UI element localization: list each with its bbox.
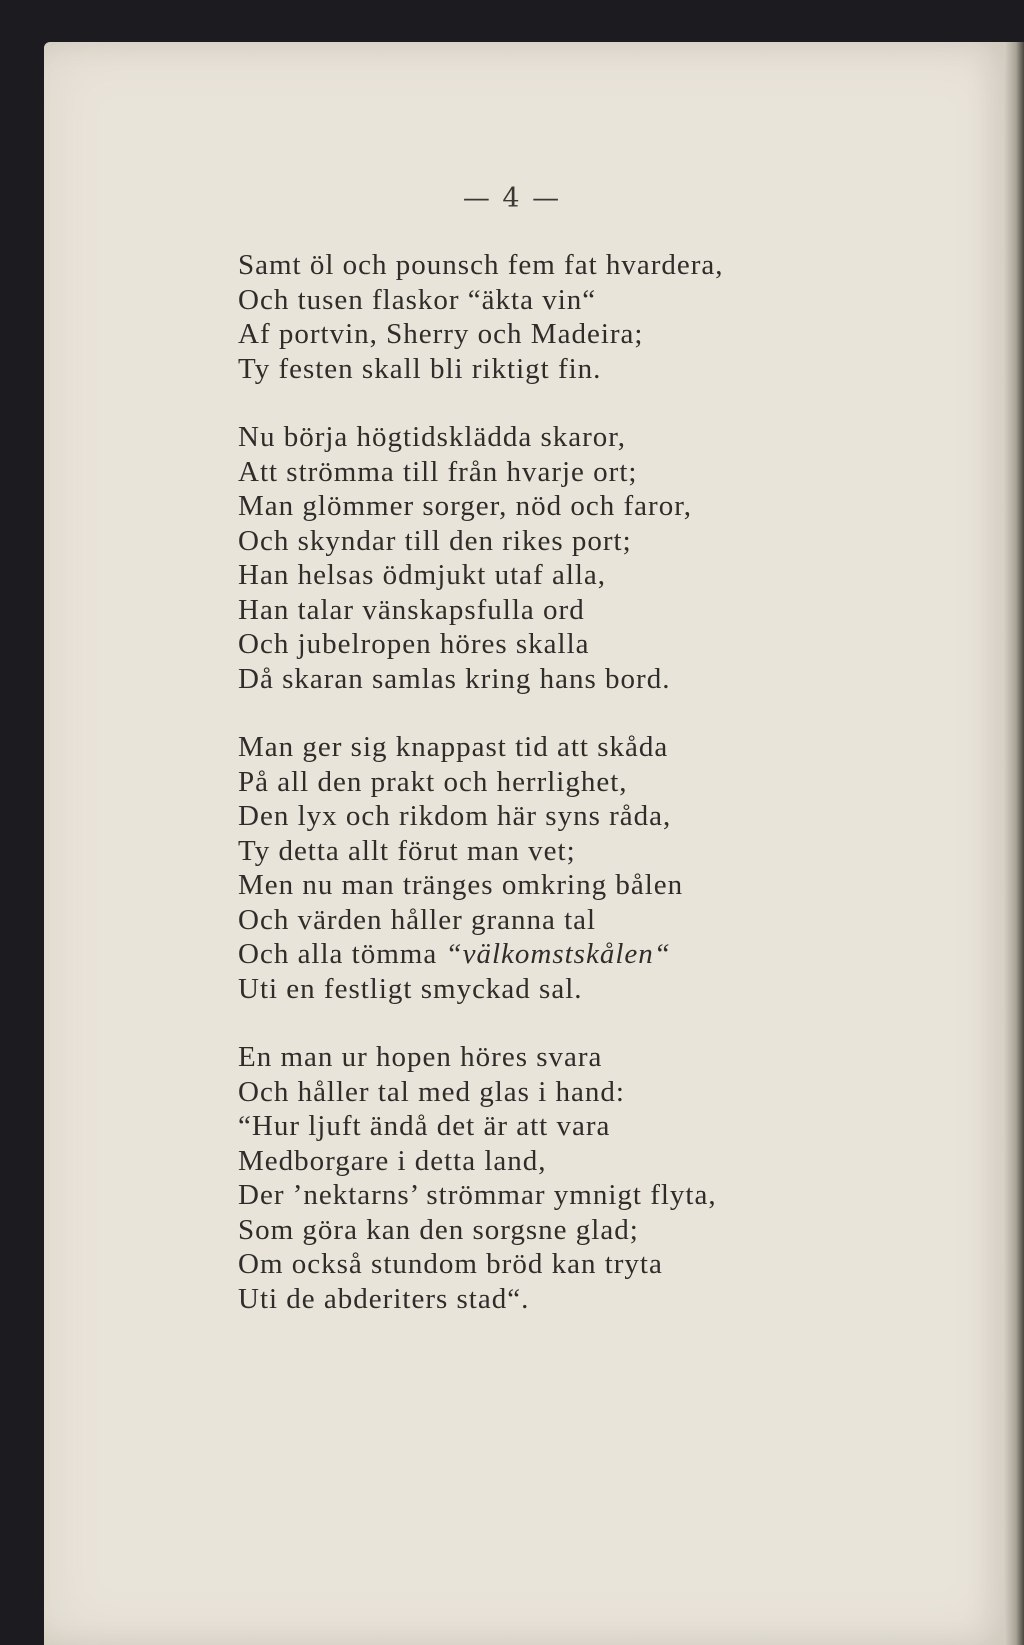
verse-line: Uti de abderiters stad“.	[238, 1282, 530, 1315]
verse-line: Man ger sig knappast tid att skåda	[238, 731, 669, 763]
verse-line-with-italic	[238, 937, 978, 972]
verse-line: En man ur hopen höres svara	[238, 1041, 603, 1073]
italic-word: “välkomstskålen“	[445, 938, 671, 970]
verse-line: Då skaran samlas kring hans bord.	[238, 662, 671, 695]
verse-line: Samt öl och pounsch fem fat hvardera,	[238, 249, 724, 281]
verse-line: Och tusen flaskor “äkta vin“	[238, 283, 597, 316]
stanza-2	[238, 420, 978, 696]
verse-line: Att strömma till från hvarje ort;	[238, 455, 638, 488]
verse-line: Om också stundom bröd kan tryta	[238, 1248, 663, 1280]
verse-line: Ty festen skall bli riktigt fin.	[238, 352, 602, 385]
verse-line: Och värden håller granna tal	[238, 903, 597, 936]
verse-line: Och skyndar till den rikes port;	[238, 524, 632, 557]
verse-text: Och alla tömma	[238, 938, 446, 970]
verse-line: Han talar vänskapsfulla ord	[238, 593, 585, 626]
verse-line: Man glömmer sorger, nöd och faror,	[238, 490, 692, 522]
stanza-4	[238, 1040, 978, 1316]
verse-line: Af portvin, Sherry och Madeira;	[238, 318, 644, 350]
verse-line: Medborgare i detta land,	[238, 1144, 547, 1177]
verse-line: Som göra kan den sorgsne glad;	[238, 1213, 639, 1246]
page-edge	[1004, 42, 1024, 1645]
verse-line: Han helsas ödmjukt utaf alla,	[238, 559, 607, 591]
verse-line: “Hur ljuft ändå det är att vara	[238, 1110, 611, 1142]
stanza-1	[238, 248, 978, 386]
verse-line: Der ’nektarns’ strömmar ymnigt flyta,	[238, 1179, 717, 1211]
poem	[238, 248, 978, 1350]
page-number: — 4 —	[462, 183, 562, 214]
verse-line: På all den prakt och herrlighet,	[238, 765, 628, 798]
verse-line: Ty detta allt förut man vet;	[238, 834, 576, 867]
stanza-3	[238, 730, 978, 1006]
verse-line: Och jubelropen höres skalla	[238, 628, 590, 660]
verse-line: Uti en festligt smyckad sal.	[238, 972, 583, 1005]
verse-line: Men nu man tränges omkring bålen	[238, 869, 684, 901]
verse-line: Och håller tal med glas i hand:	[238, 1075, 625, 1108]
verse-line: Den lyx och rikdom här syns råda,	[238, 800, 672, 832]
verse-line: Nu börja högtidsklädda skaror,	[238, 421, 627, 453]
